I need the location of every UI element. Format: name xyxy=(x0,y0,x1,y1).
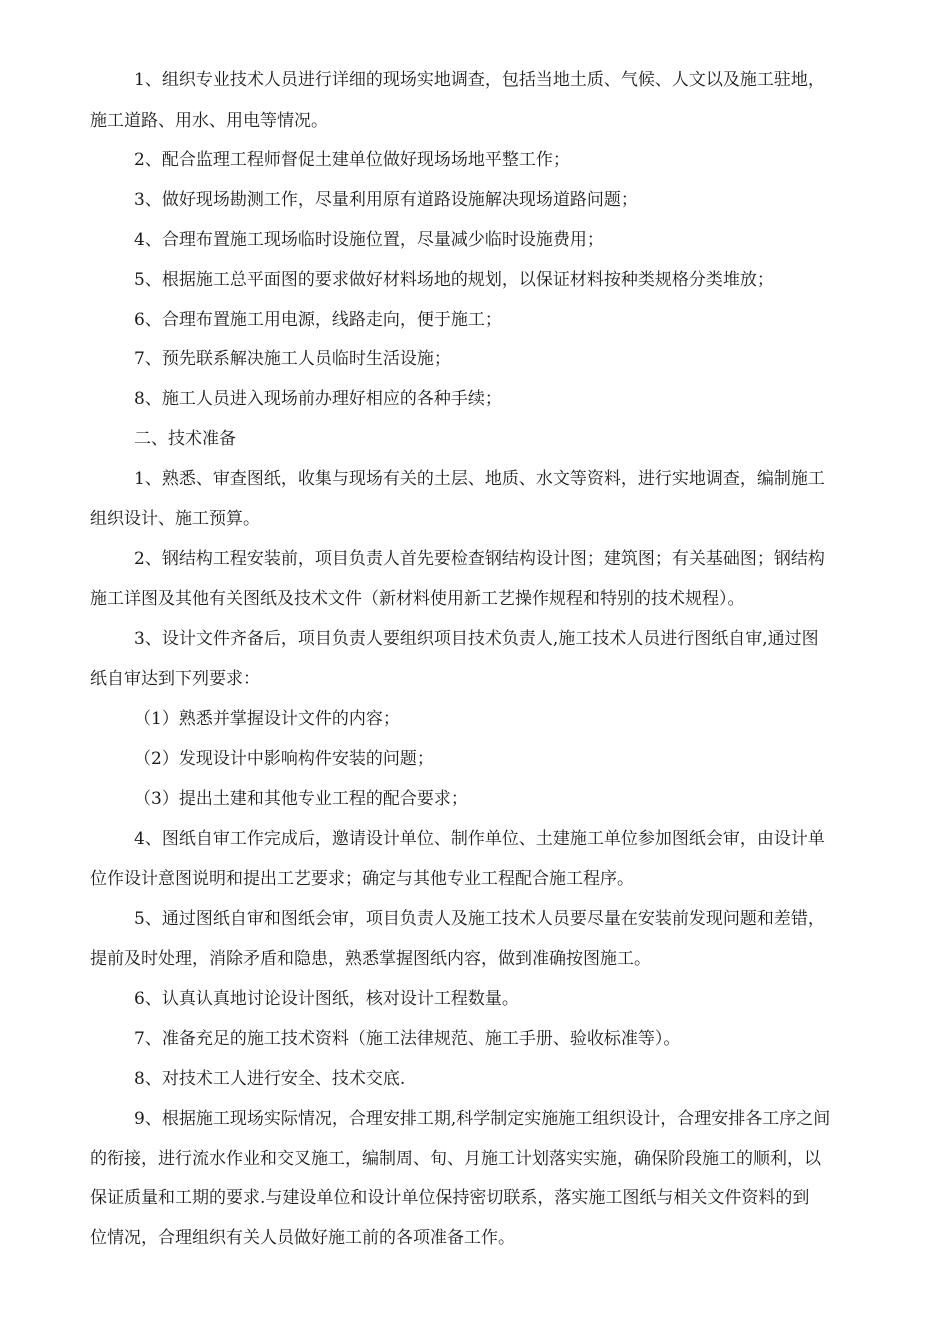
paragraph-line: 2、配合监理工程师督促土建单位做好现场场地平整工作； xyxy=(134,150,570,170)
list-item: （1）熟悉并掌握设计文件的内容； xyxy=(134,709,400,729)
paragraph-line: 1、熟悉、审查图纸，收集与现场有关的土层、地质、水文等资料，进行实地调查，编制施工 xyxy=(134,469,825,489)
paragraph-line: 的衔接，进行流水作业和交叉施工，编制周、旬、月施工计划落实实施，确保阶段施工的顺利，以 xyxy=(90,1149,821,1169)
paragraph-line: 4、图纸自审工作完成后，邀请设计单位、制作单位、土建施工单位参加图纸会审，由设计单 xyxy=(134,829,825,849)
paragraph-line: 施工道路、用水、用电等情况。 xyxy=(90,111,328,131)
paragraph-line: 1、组织专业技术人员进行详细的现场实地调查，包括当地土质、气候、人文以及施工驻地， xyxy=(134,70,825,90)
paragraph-line: 5、通过图纸自审和图纸会审，项目负责人及施工技术人员要尽量在安装前发现问题和差错， xyxy=(134,909,825,929)
paragraph-line: 4、合理布置施工现场临时设施位置，尽量减少临时设施费用； xyxy=(134,230,604,250)
paragraph-line: 6、合理布置施工用电源，线路走向，便于施工； xyxy=(134,310,502,330)
paragraph-line: 组织设计、施工预算。 xyxy=(90,509,260,529)
list-item: （2）发现设计中影响构件安装的问题； xyxy=(134,749,434,769)
paragraph-line: 3、设计文件齐备后，项目负责人要组织项目技术负责人,施工技术人员进行图纸自审,通过图 xyxy=(134,629,819,649)
paragraph-line: 位作设计意图说明和提出工艺要求；确定与其他专业工程配合施工程序。 xyxy=(90,869,634,889)
section-heading: 二、技术准备 xyxy=(134,429,236,449)
paragraph-line: 7、准备充足的施工技术资料（施工法律规范、施工手册、验收标准等）。 xyxy=(134,1029,681,1049)
paragraph-line: 位情况，合理组织有关人员做好施工前的各项准备工作。 xyxy=(90,1228,515,1248)
paragraph-line: 8、施工人员进入现场前办理好相应的各种手续； xyxy=(134,389,502,409)
paragraph-line: 3、做好现场勘测工作，尽量利用原有道路设施解决现场道路问题； xyxy=(134,190,638,210)
paragraph-line: 9、根据施工现场实际情况，合理安排工期,科学制定实施施工组织设计，合理安排各工序之间 xyxy=(134,1109,831,1129)
paragraph-line: 5、根据施工总平面图的要求做好材料场地的规划，以保证材料按种类规格分类堆放； xyxy=(134,270,774,290)
paragraph-line: 8、对技术工人进行安全、技术交底. xyxy=(134,1069,406,1089)
paragraph-line: 提前及时处理，消除矛盾和隐患，熟悉掌握图纸内容，做到准确按图施工。 xyxy=(90,949,651,969)
paragraph-line: 2、钢结构工程安装前，项目负责人首先要检查钢结构设计图；建筑图；有关基础图；钢结构 xyxy=(134,549,825,569)
paragraph-line: 保证质量和工期的要求.与建设单位和设计单位保持密切联系，落实施工图纸与相关文件资料的到 xyxy=(90,1188,810,1208)
paragraph-line: 施工详图及其他有关图纸及技术文件（新材料使用新工艺操作规程和特别的技术规程）。 xyxy=(90,589,745,609)
paragraph-line: 6、认真认真地讨论设计图纸，核对设计工程数量。 xyxy=(134,989,519,1009)
list-item: （3）提出土建和其他专业工程的配合要求； xyxy=(134,789,468,809)
paragraph-line: 纸自审达到下列要求： xyxy=(90,669,260,689)
paragraph-line: 7、预先联系解决施工人员临时生活设施； xyxy=(134,349,451,369)
